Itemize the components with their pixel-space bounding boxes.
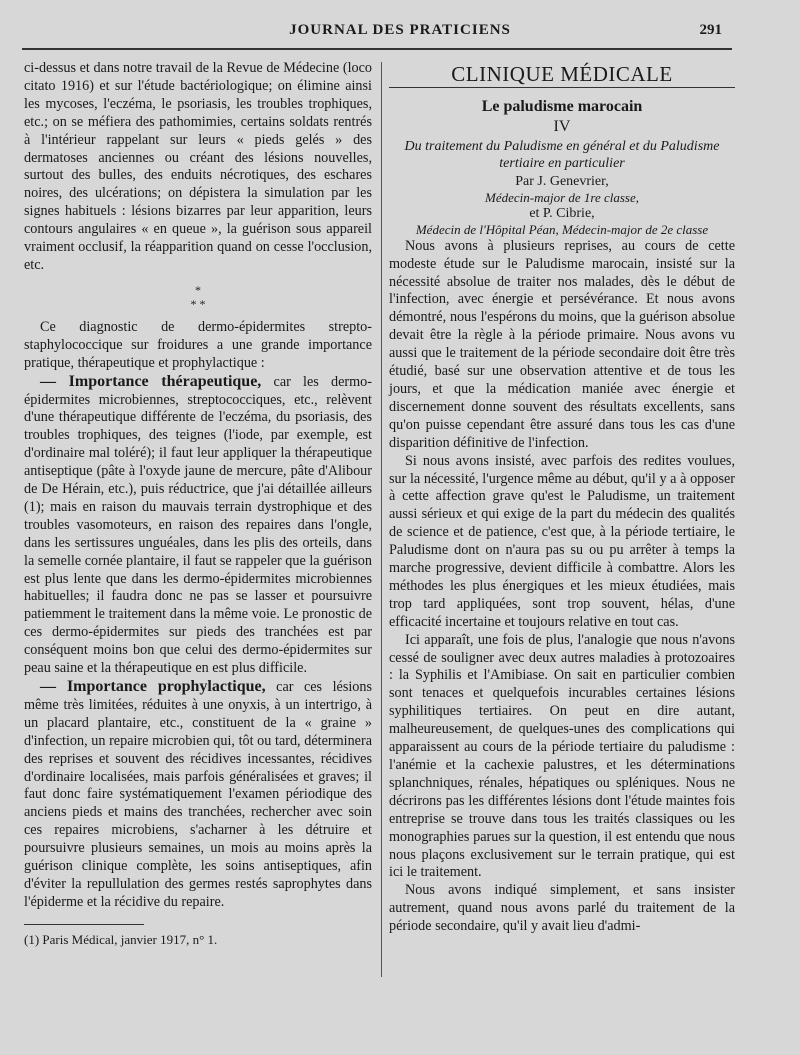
left-column — [24, 60, 372, 949]
prophylactique-text: car ces lésions même très limitées, réduites à une onyxis, à un intertrigo, à un placard plantaire, etc., constituent de la « graine » d'infection, un repaire microbien qui, tôt ou tard, déterminera des reprises et souvent des récidives incessantes, récidives d'ordinaire localisées, mais parfois généralisées et graves; il faut donc faire systématiquement l'examen périodique des anciens pieds et mains des tranchées, rechercher avec soin ces repaires microbiens, s'acharner à les détruire et poursuivre plusieurs semaines, un mois au moins après la guérison clinique complète, les soins antiseptiques, afin d'éviter la repullulation des germes restés saprophytes dans l'épiderme et la récidive du repaire. — [24, 679, 372, 910]
heading-prophylactique: — Importance prophylactique, — [40, 678, 266, 695]
article-title: Le paludisme marocain — [481, 97, 643, 115]
running-header — [0, 22, 800, 44]
journal-title: JOURNAL DES PRATICIENS — [289, 22, 511, 38]
header-rule — [22, 48, 732, 50]
right-paragraph-4: Nous avons indiqué simplement, et sans insister autrement, quand nous avons parlé du traitement de la période secondaire, qu'il y avait lieu d'admi- — [389, 882, 735, 935]
author-1-role: Médecin-major de 1re classe, — [484, 189, 640, 205]
section-title: CLINIQUE MÉDICALE — [389, 66, 735, 88]
section-stars: * * * — [190, 282, 206, 311]
footnote: (1) Paris Médical, janvier 1917, n° 1. — [24, 931, 218, 947]
article-subtitle: Du traitement du Paludisme en général et du Paludisme tertiaire en particulier — [404, 138, 720, 171]
article-part: IV — [553, 117, 571, 135]
right-paragraph-3: Ici apparaît, une fois de plus, l'analogie que nous n'avons cessé de souligner avec deux autres maladies à protozoaires : la Syphilis et l'Amibiase. On sait en particulier combien sont tenaces et quelquefois incurables certaines lésions syphilitiques tertiaires. On peut en dire autant, malheureusement, de quelques-unes des complications qui apparaissent au cours de la période tertiaire du paludisme : l'anémie et la cachexie palustres, et les déterminations splanchniques, rénales, hépatiques ou spléniques. Nous ne décrirons pas les différentes lésions dont l'étude maintes fois entreprise se trouve dans tous les traités classiques ou les monographies parues sur la question, il est entendu que nous nous plaçons exclusivement sur le terrain pratique, qui est ici le traitement. — [389, 631, 735, 881]
author-2: et P. Cibrie, — [529, 205, 595, 221]
page-number: 291 — [699, 22, 722, 38]
right-column — [389, 60, 735, 936]
footnote-rule — [24, 924, 144, 925]
right-paragraph-1: Nous avons à plusieurs reprises, au cours de cette modeste étude sur le Paludisme marocain, insisté sur la nécessité absolue de traiter nos malades, dès le début de l'infection, avec énergie et persévérance. Et nous avons démontré, nous l'espérons du moins, que la guérison absolue devait être la règle à la période primaire. Nous avons vu aussi que le traitement de la période secondaire doit être très étudié, basé sur une observation attentive et de tous les jours, et que la médication maniée avec énergie et discernement donne souvent des résultats excellents, sans qu'on puisse cependant être assuré dans tous les cas d'une disparition définitive de l'infection. — [389, 237, 735, 451]
author-2-role: Médecin de l'Hôpital Péan, Médecin-major de 2e classe — [415, 221, 709, 237]
heading-therapeutique: — Importance thérapeutique, — [40, 372, 262, 390]
left-paragraph-3 — [24, 373, 372, 678]
author-1: Par J. Genevrier, — [515, 173, 609, 189]
left-paragraph-1: ci-dessus et dans notre travail de la Revue de Médecine (loco citato 1916) et sur l'étude bactériologique; on élimine ainsi les mycoses, l'eczéma, le psoriasis, les troubles trophiques, etc.; on se méfiera des pathomimies, certains soldats rentrés à l'intérieur rappelant sur leurs « pieds gelés » des dermatoses anciennes ou créant des lésions nouvelles, surtout des bulles, des enduits nécrotiques, des eschares noires, des ulcérations; on dépistera la simulation par les signes habituels : lésions bizarres par leur apparition, leurs contours angulaires « en queue », la guérison sous appareil vraiment occlusif, la réapparition quand on cesse l'occlusion, etc. — [24, 60, 372, 273]
column-separator — [381, 62, 382, 977]
therapeutique-text: car les dermo-épidermites microbiennes, streptococciques, etc., relèvent d'une thérapeutique différente de l'eczéma, du psoriasis, des troubles trophiques, des teignes (l'iode, par exemple, est d'ordinaire mal toléré); il faut leur appliquer la thérapeutique antiseptique (pâte à l'oxyde jaune de mercure, pâte d'Alibour de De Hérain, etc.), puis réductrice, que j'ai détaillée ailleurs (1); mais en raison du mauvais terrain dystrophique et des troubles vasomoteurs, en raison des repaires dans l'ongle, dans les sertissures unguéales, dans les plis des orteils, dans la semelle cornée plantaire, il faut se rappeler que la guérison est plus lente que dans les dermo-épidermites microbiennes habituelles; il faudra donc ne pas se lasser et poursuivre patiemment le traitement dans la même voie. Le pronostic de ces dermo-épidermites sur pieds des tranchées est par conséquent moins bon que celui des dermo-épidermites sur peau saine et la thérapeutique en est plus difficile. — [24, 373, 372, 677]
left-paragraph-4 — [24, 678, 372, 912]
right-paragraph-2: Si nous avons insisté, avec parfois des redites voulues, sur la nécessité, l'urgence même au début, qu'il y a à opposer à cette affection grave qu'est le Paludisme, un traitement aussi sérieux et qui exige de la part du médecin des qualités de science et de patience, c'est que, à la période tertiaire, le Paludisme dont on n'aura pas su ou pu arrêter à temps la marche progressive, devient difficile à combattre. Alors les méthodes les plus énergiques et les mieux étudiées, mais trop tard appliquées, sont trop souvent, hélas, d'une efficacité incertaine et toujours relative en tout cas. — [389, 452, 735, 630]
left-paragraph-2: Ce diagnostic de dermo-épidermites strepto-staphylococcique sur froidures a une grande importance pratique, thérapeutique et prophylactique : — [24, 318, 372, 371]
